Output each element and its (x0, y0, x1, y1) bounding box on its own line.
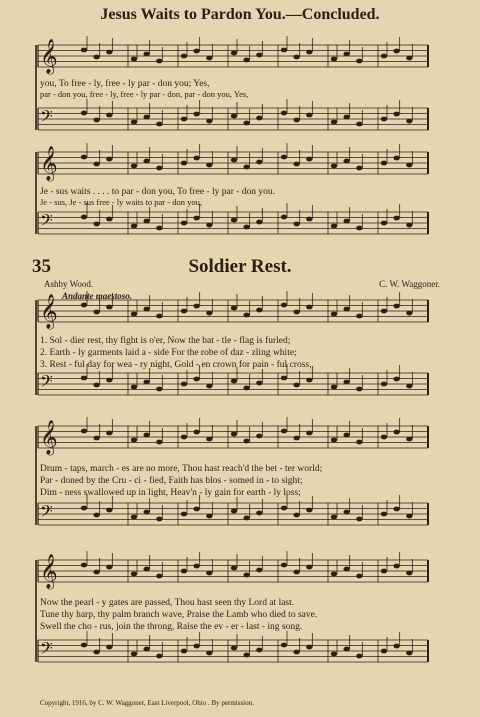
note-head (256, 511, 262, 516)
note-head (343, 647, 349, 652)
note-head (393, 49, 399, 54)
note-head (231, 51, 237, 56)
note-head (281, 506, 287, 511)
note-head (106, 431, 112, 436)
note-head (331, 312, 337, 317)
note-head (293, 55, 299, 60)
note-head (143, 433, 149, 438)
note-head (281, 303, 287, 308)
note-head (156, 387, 162, 392)
note-head (256, 568, 262, 573)
note-head (81, 376, 87, 381)
note-head (131, 164, 137, 169)
note-head (106, 565, 112, 570)
note-head (156, 654, 162, 659)
note-head (393, 216, 399, 221)
note-head (306, 113, 312, 118)
note-head (181, 309, 187, 314)
note-head (206, 437, 212, 442)
note-head (331, 515, 337, 520)
note-head (131, 224, 137, 229)
lyric-line: you, To free - ly, free - ly par - don you; Yes, (40, 79, 210, 89)
note-head (106, 50, 112, 55)
note-head (406, 437, 412, 442)
note-head (131, 120, 137, 125)
note-head (181, 161, 187, 166)
note-head (256, 308, 262, 313)
note-head (131, 385, 137, 390)
note-head (193, 156, 199, 161)
note-head (331, 120, 337, 125)
note-head (293, 118, 299, 123)
note-head (306, 217, 312, 222)
lyric-line: par - don you, free - ly, free - ly par - don, par - don you, Yes, (40, 89, 249, 99)
verse-line: Dim - ness swallowed up in light, Heav'n - ly gain for earth - ly loss; (40, 488, 301, 498)
note-head (156, 122, 162, 127)
note-head (406, 163, 412, 168)
note-head (143, 159, 149, 164)
hymn-title: Soldier Rest. (188, 256, 292, 277)
note-head (331, 385, 337, 390)
note-head (106, 113, 112, 118)
bass-clef: 𝄢 (40, 371, 53, 395)
verse-line: 1. Sol - dier rest, thy fight is o'er, Now the bat - tle - flag is furled; (40, 336, 291, 346)
treble-clef: 𝄞 (40, 554, 58, 589)
note-head (143, 219, 149, 224)
note-head (143, 647, 149, 652)
note-head (381, 117, 387, 122)
note-head (181, 569, 187, 574)
note-head (343, 219, 349, 224)
note-head (393, 564, 399, 569)
verse-line: Swell the cho - rus, join the throng, Raise the ev - er - last - ing song. (40, 622, 303, 632)
treble-clef: 𝄞 (40, 39, 58, 74)
note-head (193, 112, 199, 117)
note-head (231, 114, 237, 119)
note-head (293, 162, 299, 167)
note-head (93, 55, 99, 60)
note-head (181, 649, 187, 654)
note-head (393, 430, 399, 435)
note-head (306, 508, 312, 513)
hymn-number: 35 (32, 256, 51, 277)
note-head (256, 381, 262, 386)
treble-clef: 𝄞 (40, 420, 58, 455)
note-head (206, 119, 212, 124)
note-head (293, 650, 299, 655)
bass-clef: 𝄢 (40, 106, 53, 130)
note-head (93, 513, 99, 518)
note-head (93, 222, 99, 227)
lyric-line: Je - sus waits . . . . to par - don you, To free - ly par - don you. (40, 187, 276, 197)
note-head (306, 645, 312, 650)
note-head (393, 507, 399, 512)
note-head (281, 48, 287, 53)
note-head (131, 652, 137, 657)
note-head (243, 121, 249, 126)
lyric-line: Je - sus, Je - sus free - ly waits to par - don you, (40, 197, 202, 207)
note-head (281, 563, 287, 568)
note-head (206, 651, 212, 656)
note-head (306, 305, 312, 310)
note-head (81, 111, 87, 116)
note-head (156, 517, 162, 522)
note-head (131, 515, 137, 520)
note-head (243, 516, 249, 521)
note-head (356, 122, 362, 127)
note-head (393, 156, 399, 161)
note-head (181, 382, 187, 387)
note-head (156, 314, 162, 319)
note-head (131, 438, 137, 443)
note-head (331, 652, 337, 657)
note-head (256, 53, 262, 58)
verse-line: Par - doned by the Cru - ci - fied, Faith has blos - somed in - to sight; (40, 476, 303, 486)
note-head (106, 157, 112, 162)
verse-line: Drum - taps, march - es are no more, Thou hast reach'd the bet - ter world; (40, 464, 323, 474)
note-head (193, 304, 199, 309)
note-head (231, 509, 237, 514)
note-head (281, 429, 287, 434)
note-head (381, 54, 387, 59)
note-head (406, 571, 412, 576)
note-head (193, 49, 199, 54)
note-head (406, 651, 412, 656)
note-head (356, 387, 362, 392)
treble-clef: 𝄞 (40, 146, 58, 181)
note-head (356, 166, 362, 171)
note-head (181, 54, 187, 59)
note-head (306, 50, 312, 55)
note-head (156, 59, 162, 64)
note-head (231, 218, 237, 223)
tempo-marking: Andante maestoso. (62, 291, 133, 301)
verse-line: 3. Rest - ful day for wea - ry night, Gold - en crown for pain - ful cross, (40, 360, 312, 370)
composer-name: C. W. Waggoner. (379, 279, 440, 289)
note-head (393, 644, 399, 649)
note-head (343, 567, 349, 572)
bass-clef: 𝄢 (40, 210, 53, 234)
note-head (243, 573, 249, 578)
note-head (393, 377, 399, 382)
verse-line: Tune thy harp, thy palm branch wave, Praise the Lamb who died to save. (40, 610, 318, 620)
note-head (81, 215, 87, 220)
tune-name: Ashby Wood. (44, 279, 94, 289)
note-head (343, 433, 349, 438)
note-head (306, 431, 312, 436)
note-head (81, 563, 87, 568)
note-head (381, 161, 387, 166)
note-head (293, 222, 299, 227)
note-head (293, 383, 299, 388)
note-head (206, 56, 212, 61)
verse-line: 2. Earth - ly garments laid a - side For the robe of daz - zling white; (40, 348, 297, 358)
note-head (281, 215, 287, 220)
note-head (156, 226, 162, 231)
note-head (231, 306, 237, 311)
note-head (381, 649, 387, 654)
note-head (81, 429, 87, 434)
note-head (381, 309, 387, 314)
note-head (93, 310, 99, 315)
note-head (93, 162, 99, 167)
note-head (243, 225, 249, 230)
note-head (406, 311, 412, 316)
note-head (143, 115, 149, 120)
note-head (93, 650, 99, 655)
note-head (231, 432, 237, 437)
note-head (206, 384, 212, 389)
note-head (343, 115, 349, 120)
note-head (343, 380, 349, 385)
note-head (81, 643, 87, 648)
note-head (81, 303, 87, 308)
note-head (393, 304, 399, 309)
note-head (131, 57, 137, 62)
note-head (106, 645, 112, 650)
note-head (156, 166, 162, 171)
bass-clef: 𝄢 (40, 638, 53, 662)
note-head (293, 513, 299, 518)
note-head (393, 112, 399, 117)
note-head (281, 111, 287, 116)
note-head (356, 440, 362, 445)
note-head (156, 574, 162, 579)
note-head (181, 221, 187, 226)
note-head (256, 160, 262, 165)
note-head (193, 430, 199, 435)
note-head (343, 307, 349, 312)
note-head (331, 164, 337, 169)
note-head (181, 435, 187, 440)
note-head (356, 574, 362, 579)
note-head (381, 221, 387, 226)
note-head (256, 116, 262, 121)
note-head (106, 378, 112, 383)
note-head (406, 514, 412, 519)
note-head (231, 566, 237, 571)
note-head (406, 119, 412, 124)
note-head (193, 377, 199, 382)
note-head (143, 510, 149, 515)
note-head (193, 507, 199, 512)
verse-line: Now the pearl - y gates are passed, Thou hast seen thy Lord at last. (40, 598, 295, 608)
note-head (93, 436, 99, 441)
note-head (406, 384, 412, 389)
copyright-notice: Copyright, 1916, by C. W. Waggoner, East Liverpool, Ohio . By permission. (40, 699, 254, 707)
note-head (206, 311, 212, 316)
note-head (331, 438, 337, 443)
note-head (231, 158, 237, 163)
note-head (156, 440, 162, 445)
note-head (106, 508, 112, 513)
note-head (256, 220, 262, 225)
note-head (206, 223, 212, 228)
note-head (81, 506, 87, 511)
note-head (243, 165, 249, 170)
note-head (206, 163, 212, 168)
note-head (193, 216, 199, 221)
note-head (281, 155, 287, 160)
note-head (331, 572, 337, 577)
note-head (143, 307, 149, 312)
note-head (231, 379, 237, 384)
note-head (256, 434, 262, 439)
note-head (331, 224, 337, 229)
note-head (306, 565, 312, 570)
note-head (93, 383, 99, 388)
note-head (381, 382, 387, 387)
note-head (143, 380, 149, 385)
note-head (81, 48, 87, 53)
note-head (106, 305, 112, 310)
note-head (93, 118, 99, 123)
note-head (206, 571, 212, 576)
bass-clef: 𝄢 (40, 501, 53, 525)
note-head (343, 510, 349, 515)
note-head (181, 512, 187, 517)
note-head (206, 514, 212, 519)
note-head (243, 313, 249, 318)
note-head (381, 512, 387, 517)
note-head (381, 435, 387, 440)
note-head (293, 436, 299, 441)
note-head (356, 59, 362, 64)
note-head (406, 223, 412, 228)
note-head (93, 570, 99, 575)
note-head (356, 226, 362, 231)
note-head (306, 157, 312, 162)
note-head (331, 57, 337, 62)
continued-hymn-title: Jesus Waits to Pardon You.—Concluded. (100, 6, 380, 23)
note-head (281, 376, 287, 381)
note-head (356, 654, 362, 659)
note-head (143, 52, 149, 57)
note-head (406, 56, 412, 61)
note-head (281, 643, 287, 648)
note-head (343, 159, 349, 164)
note-head (243, 386, 249, 391)
note-head (131, 572, 137, 577)
note-head (356, 517, 362, 522)
note-head (243, 58, 249, 63)
note-head (106, 217, 112, 222)
note-head (381, 569, 387, 574)
note-head (256, 648, 262, 653)
note-head (81, 155, 87, 160)
note-head (306, 378, 312, 383)
note-head (181, 117, 187, 122)
note-head (243, 653, 249, 658)
note-head (231, 646, 237, 651)
note-head (293, 570, 299, 575)
note-head (193, 564, 199, 569)
treble-clef: 𝄞 (40, 294, 58, 329)
note-head (356, 314, 362, 319)
note-head (343, 52, 349, 57)
note-head (193, 644, 199, 649)
note-head (293, 310, 299, 315)
note-head (131, 312, 137, 317)
note-head (243, 439, 249, 444)
note-head (143, 567, 149, 572)
